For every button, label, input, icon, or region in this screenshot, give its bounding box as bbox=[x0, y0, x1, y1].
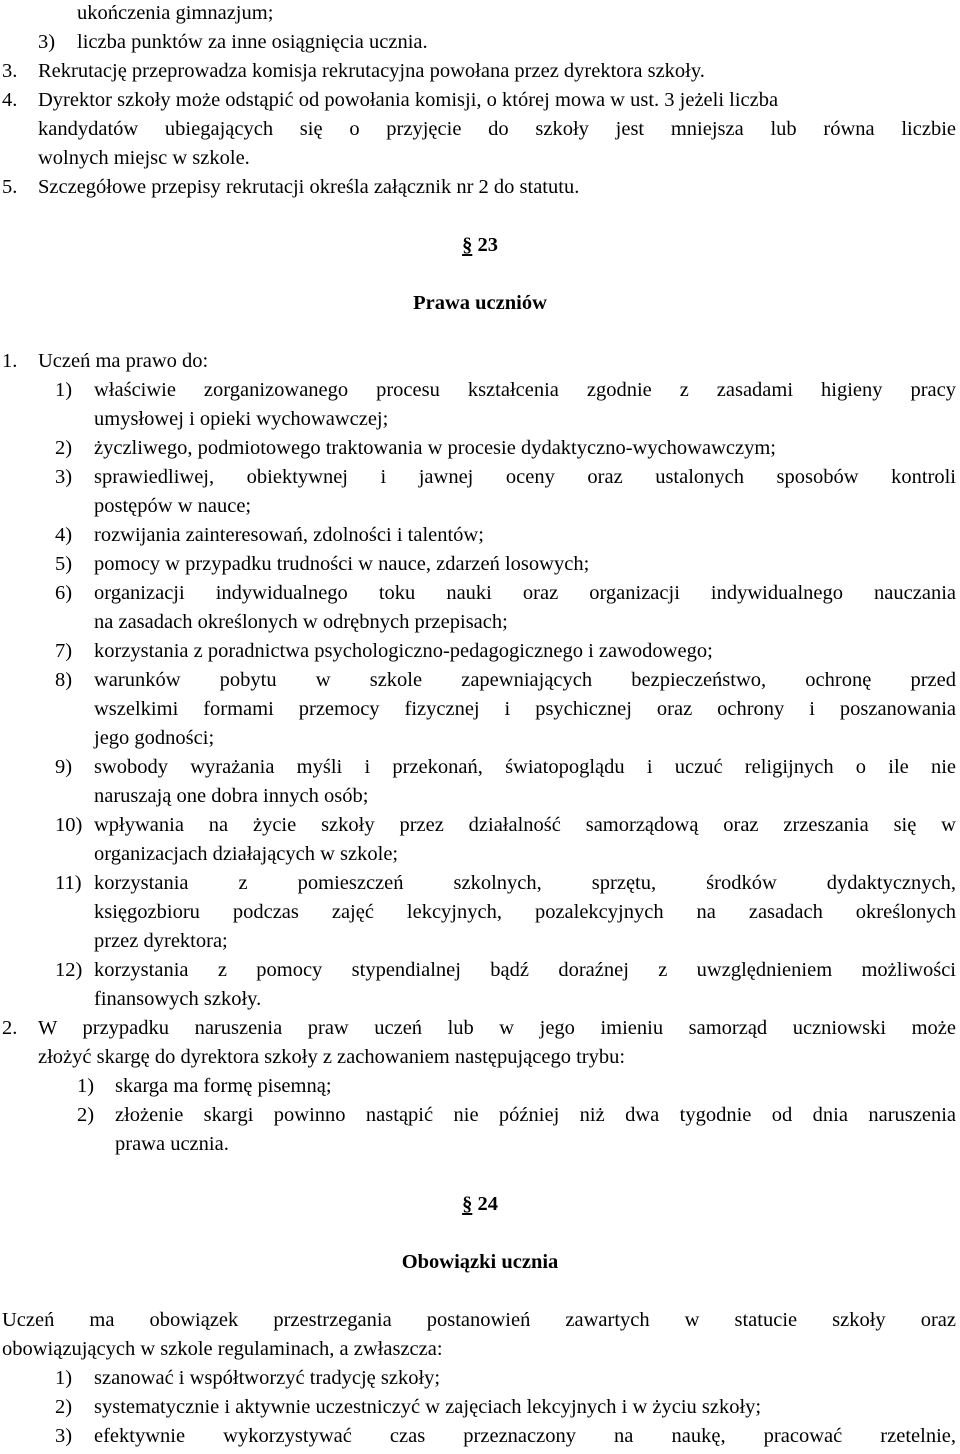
list-item-text: efektywnie wykorzystywać czas przeznaczony na naukę, pracować rzetelnie, bbox=[94, 1425, 956, 1447]
list-item-text: księgozbioru podczas zajęć lekcyjnych, pozalekcyjnych na zasadach określonych bbox=[94, 901, 956, 923]
list-item-text: sprawiedliwej, obiektywnej i jawnej oceny oraz ustalonych sposobów kontroli bbox=[94, 466, 956, 488]
list-item-text: właściwie zorganizowanego procesu kształcenia zgodnie z zasadami higieny pracy bbox=[94, 379, 956, 401]
list-number: 8) bbox=[55, 669, 73, 691]
list-number: 7) bbox=[55, 640, 73, 662]
list-item-text: korzystania z poradnictwa psychologiczno-pedagogicznego i zawodowego; bbox=[94, 640, 713, 662]
list-item-text: korzystania z pomieszczeń szkolnych, sprzętu, środków dydaktycznych, bbox=[94, 872, 956, 894]
list-number: 1) bbox=[55, 1367, 73, 1389]
paragraph-text: Szczegółowe przepisy rekrutacji określa załącznik nr 2 do statutu. bbox=[38, 176, 580, 198]
list-item-text: organizacjach działających w szkole; bbox=[94, 843, 399, 865]
list-item-text: pomocy w przypadku trudności w nauce, zdarzeń losowych; bbox=[94, 553, 590, 575]
paragraph-text: wolnych miejsc w szkole. bbox=[38, 147, 250, 169]
list-number: 2) bbox=[55, 437, 73, 459]
list-item-text: przez dyrektora; bbox=[94, 930, 228, 952]
list-item-text: liczba punktów za inne osiągnięcia ucznia. bbox=[77, 31, 428, 53]
list-item-text: prawa ucznia. bbox=[115, 1133, 229, 1155]
section-mark: § bbox=[462, 234, 473, 256]
list-number: 9) bbox=[55, 756, 73, 778]
section-heading-number bbox=[0, 231, 960, 260]
list-item-text: korzystania z pomocy stypendialnej bądź doraźnej z uwzględnieniem możliwości bbox=[94, 959, 956, 981]
list-number: 1) bbox=[77, 1075, 95, 1097]
paragraph-number: 5. bbox=[2, 176, 18, 198]
list-item-text: finansowych szkoły. bbox=[94, 988, 262, 1010]
section-number: 24 bbox=[477, 1193, 498, 1215]
list-item-text: naruszają one dobra innych osób; bbox=[94, 785, 369, 807]
list-item-text: umysłowej i opieki wychowawczej; bbox=[94, 408, 389, 430]
list-item-text: rozwijania zainteresowań, zdolności i talentów; bbox=[94, 524, 484, 546]
paragraph-text: Rekrutację przeprowadza komisja rekrutacyjna powołana przez dyrektora szkoły. bbox=[38, 60, 705, 82]
paragraph-text: Dyrektor szkoły może odstąpić od powołania komisji, o której mowa w ust. 3 jeżeli liczba bbox=[38, 89, 779, 111]
section-number: 23 bbox=[477, 234, 498, 256]
list-number: 10) bbox=[55, 814, 83, 836]
list-number: 6) bbox=[55, 582, 73, 604]
paragraph-number: 4. bbox=[2, 89, 18, 111]
list-number: 5) bbox=[55, 553, 73, 575]
list-number: 11) bbox=[55, 872, 82, 894]
section-mark: § bbox=[462, 1193, 473, 1215]
paragraph-text: kandydatów ubiegających się o przyjęcie do szkoły jest mniejsza lub równa liczbie bbox=[38, 118, 956, 140]
list-number: 12) bbox=[55, 959, 83, 981]
list-item-text: swobody wyrażania myśli i przekonań, światopoglądu i uczuć religijnych o ile nie bbox=[94, 756, 956, 778]
list-number: 3) bbox=[55, 466, 73, 488]
list-item-text: jego godności; bbox=[94, 727, 215, 749]
list-number: 2) bbox=[77, 1104, 95, 1126]
paragraph-text: złożyć skargę do dyrektora szkoły z zachowaniem następującego trybu: bbox=[38, 1046, 626, 1068]
paragraph-number: 1. bbox=[2, 350, 18, 372]
list-item-text: skarga ma formę pisemną; bbox=[115, 1075, 332, 1097]
paragraph-text: Uczeń ma prawo do: bbox=[38, 350, 209, 372]
list-item-text: organizacji indywidualnego toku nauki oraz organizacji indywidualnego nauczania bbox=[94, 582, 956, 604]
section-title: Prawa uczniów bbox=[413, 292, 547, 314]
list-number: 4) bbox=[55, 524, 73, 546]
paragraph-text: obowiązujących w szkole regulaminach, a zwłaszcza: bbox=[2, 1338, 443, 1360]
list-item-text: życzliwego, podmiotowego traktowania w procesie dydaktyczno-wychowawczym; bbox=[94, 437, 776, 459]
paragraph-text: W przypadku naruszenia praw uczeń lub w jego imieniu samorząd uczniowski może bbox=[38, 1017, 956, 1039]
paragraph-number: 2. bbox=[2, 1017, 18, 1039]
paragraph-text: Uczeń ma obowiązek przestrzegania postanowień zawartych w statucie szkoły oraz bbox=[2, 1309, 956, 1331]
paragraph-number: 3. bbox=[2, 60, 18, 82]
list-item-text: szanować i współtworzyć tradycję szkoły; bbox=[94, 1367, 441, 1389]
list-item-text: złożenie skargi powinno nastąpić nie później niż dwa tygodnie od dnia naruszenia bbox=[115, 1104, 956, 1126]
list-item-text: na zasadach określonych w odrębnych przepisach; bbox=[94, 611, 508, 633]
section-title: Obowiązki ucznia bbox=[401, 1251, 559, 1273]
list-number: 2) bbox=[55, 1396, 73, 1418]
section-heading-number bbox=[0, 1190, 960, 1219]
list-number: 1) bbox=[55, 379, 73, 401]
fragment-line: ukończenia gimnazjum; bbox=[77, 2, 274, 24]
list-item-text: wszelkimi formami przemocy fizycznej i psychicznej oraz ochrony i poszanowania bbox=[94, 698, 956, 720]
list-number: 3) bbox=[55, 1425, 73, 1447]
list-item-text: postępów w nauce; bbox=[94, 495, 252, 517]
list-number: 3) bbox=[38, 31, 56, 53]
list-item-text: wpływania na życie szkoły przez działalność samorządową oraz zrzeszania się w bbox=[94, 814, 956, 836]
list-item-text: systematycznie i aktywnie uczestniczyć w zajęciach lekcyjnych i w życiu szkoły; bbox=[94, 1396, 762, 1418]
list-item-text: warunków pobytu w szkole zapewniających bezpieczeństwo, ochronę przed bbox=[94, 669, 956, 691]
